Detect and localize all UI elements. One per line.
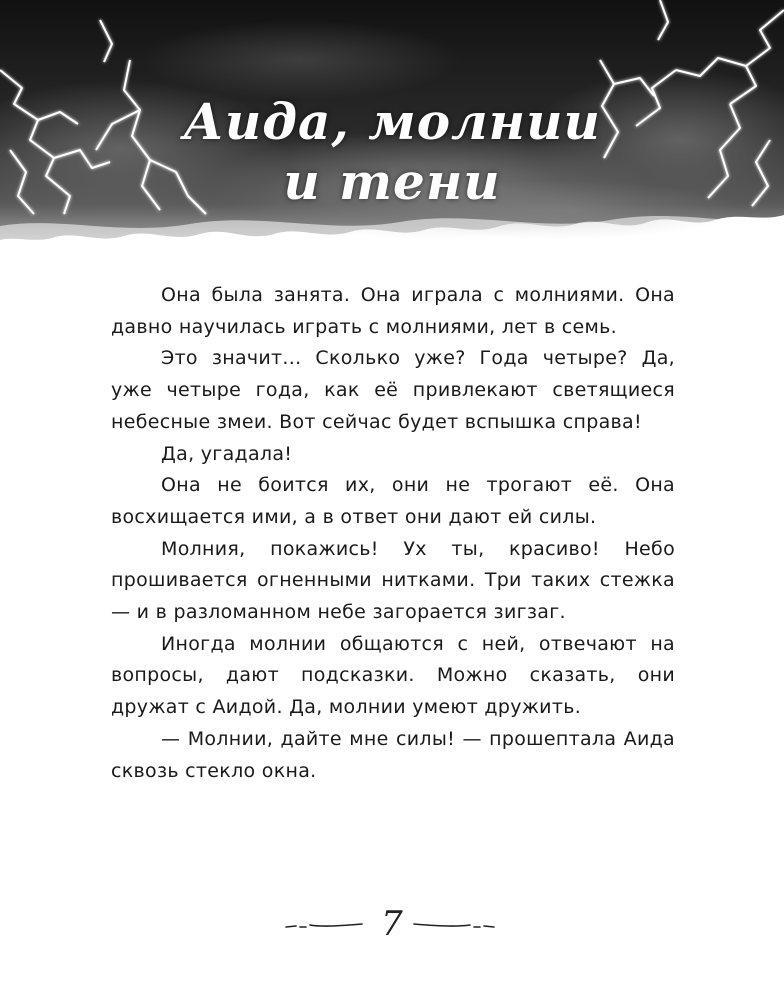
chapter-title-line-2: и тени bbox=[283, 152, 501, 211]
paragraph: Это значит... Сколько уже? Года четыре? Да, уже четыре года, как её привлекают светящиеся небесные змеи. Вот сейчас будет вспышка справа! bbox=[111, 347, 675, 433]
paragraph: Иногда молнии общаются с ней, отвечают на вопросы, дают подсказки. Можно сказать, они дружат с Аидой. Да, молнии умеют дружить. bbox=[111, 632, 675, 719]
paragraph: Молния, покажись! Ух ты, красиво! Небо прошивается огненными нитками. Три таких стежка — и в разломанном небе загорается зигзаг. bbox=[111, 537, 675, 624]
paragraph: Да, угадала! bbox=[161, 442, 293, 465]
paragraph: Она не боится их, они не трогают её. Она восхищается ими, а в ответ они дают ей силы. bbox=[111, 474, 675, 528]
page-number: 7 bbox=[381, 904, 403, 944]
chapter-title-line-1: Аида, молнии bbox=[183, 92, 601, 151]
paragraph: Она была занята. Она играла с молниями. Она давно научилась играть с молниями, лет в семь. bbox=[111, 284, 675, 338]
paragraph: — Молнии, дайте мне силы! — прошептала Аида сквозь стекло окна. bbox=[111, 727, 675, 782]
chapter-title bbox=[0, 92, 784, 212]
chapter-text bbox=[111, 280, 675, 787]
page-footer bbox=[0, 900, 784, 950]
